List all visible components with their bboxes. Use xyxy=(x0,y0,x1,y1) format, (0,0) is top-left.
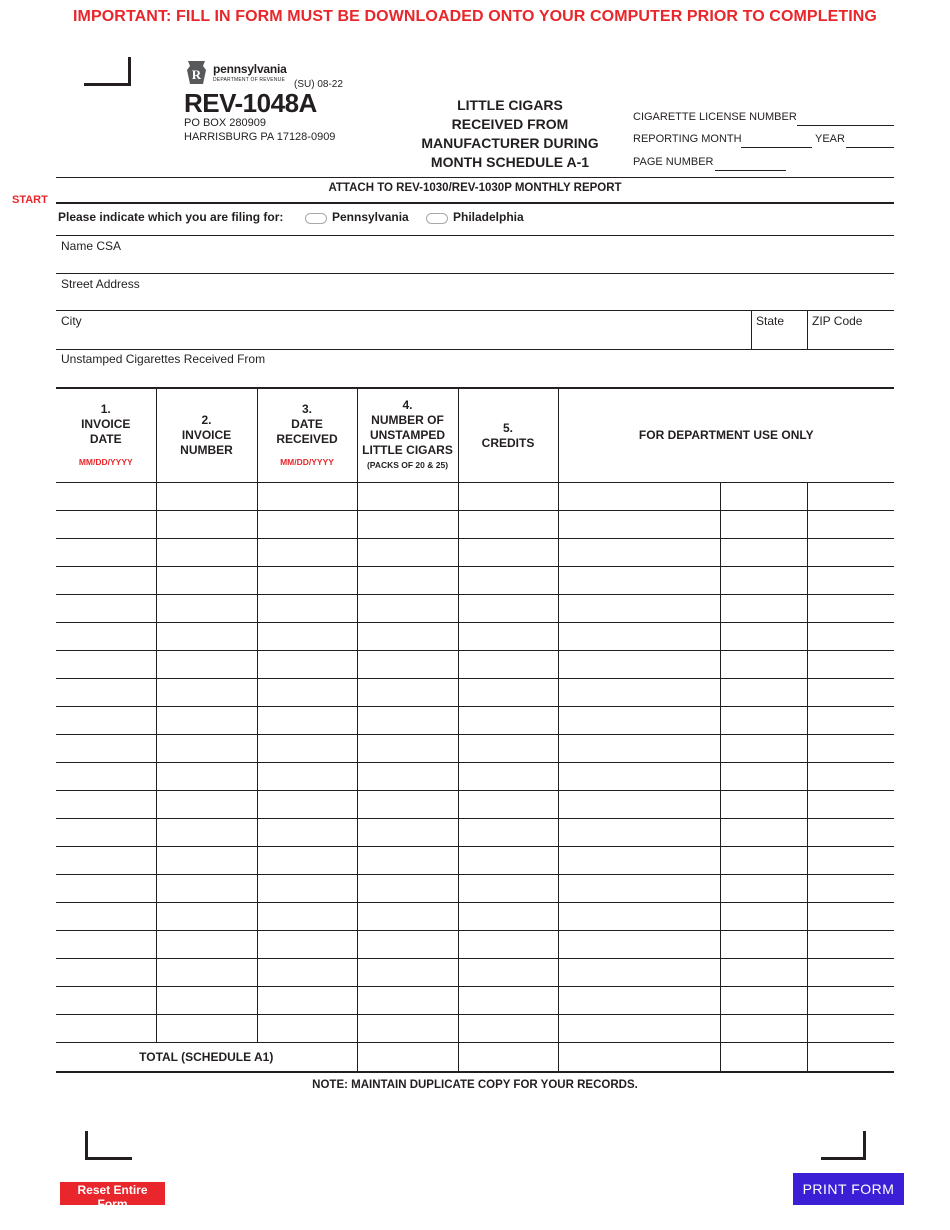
little-cigars-count-cell[interactable] xyxy=(357,1015,458,1043)
credits-cell[interactable] xyxy=(458,875,558,903)
little-cigars-count-cell[interactable] xyxy=(357,707,458,735)
year-label: YEAR xyxy=(815,133,845,145)
dept-use-cell xyxy=(558,483,720,511)
date-format-hint: MM/DD/YYYY xyxy=(78,456,133,467)
invoice-number-cell[interactable] xyxy=(156,595,257,623)
address-line-2: HARRISBURG PA 17128-0909 xyxy=(184,131,336,143)
date-received-cell[interactable] xyxy=(257,483,357,511)
credits-cell[interactable] xyxy=(458,931,558,959)
invoice-date-cell[interactable] xyxy=(56,819,156,847)
header-text: 5. xyxy=(502,420,513,435)
little-cigars-count-cell[interactable] xyxy=(357,539,458,567)
dept-use-cell xyxy=(807,819,894,847)
little-cigars-count-cell[interactable] xyxy=(357,483,458,511)
invoice-number-cell[interactable] xyxy=(156,819,257,847)
invoice-number-cell[interactable] xyxy=(156,539,257,567)
keystone-icon xyxy=(186,60,207,85)
date-received-cell[interactable] xyxy=(257,651,357,679)
dept-use-cell xyxy=(807,651,894,679)
invoice-number-cell[interactable] xyxy=(156,1015,257,1043)
invoice-date-cell[interactable] xyxy=(56,931,156,959)
name-csa-field[interactable] xyxy=(56,236,894,273)
invoice-date-cell[interactable] xyxy=(56,959,156,987)
crop-mark-bottom-right xyxy=(821,1131,866,1160)
dept-use-cell xyxy=(720,651,807,679)
header-text: CREDITS xyxy=(481,435,535,450)
crop-mark-bottom-left xyxy=(85,1131,132,1160)
total-cell xyxy=(807,1043,894,1073)
dept-use-cell xyxy=(807,987,894,1015)
little-cigars-count-cell[interactable] xyxy=(357,903,458,931)
table-row xyxy=(56,763,894,791)
page-number-field[interactable] xyxy=(715,170,786,171)
dept-use-cell xyxy=(720,707,807,735)
philadelphia-label: Philadelphia xyxy=(453,210,524,224)
dept-use-cell xyxy=(720,847,807,875)
header-text: INVOICE xyxy=(81,416,131,431)
credits-cell[interactable] xyxy=(458,847,558,875)
invoice-number-cell[interactable] xyxy=(156,511,257,539)
invoice-number-cell[interactable] xyxy=(156,651,257,679)
date-received-cell[interactable] xyxy=(257,511,357,539)
dept-use-cell xyxy=(807,623,894,651)
dept-use-cell xyxy=(807,567,894,595)
date-received-cell[interactable] xyxy=(257,931,357,959)
table-row xyxy=(56,483,894,511)
invoice-date-cell[interactable] xyxy=(56,511,156,539)
credits-cell[interactable] xyxy=(458,763,558,791)
reporting-month-field[interactable] xyxy=(741,147,812,148)
column-header-invoice-number xyxy=(156,388,257,483)
credits-cell[interactable] xyxy=(458,903,558,931)
filing-prompt: Please indicate which you are filing for: xyxy=(58,210,284,224)
zip-code-label: ZIP Code xyxy=(812,314,863,328)
table-row xyxy=(56,623,894,651)
dept-use-cell xyxy=(807,483,894,511)
date-received-cell[interactable] xyxy=(257,623,357,651)
column-header-date-received xyxy=(257,388,357,483)
date-received-cell[interactable] xyxy=(257,567,357,595)
dept-use-cell xyxy=(720,959,807,987)
invoice-date-cell[interactable] xyxy=(56,875,156,903)
header-text: DATE xyxy=(89,431,122,446)
form-version: (SU) 08-22 xyxy=(294,79,343,90)
header-text: INVOICE xyxy=(181,428,232,442)
total-row xyxy=(56,1043,894,1073)
credits-cell[interactable] xyxy=(458,679,558,707)
credits-cell[interactable] xyxy=(458,707,558,735)
table-row xyxy=(56,903,894,931)
invoice-date-cell[interactable] xyxy=(56,539,156,567)
little-cigars-count-cell[interactable] xyxy=(357,959,458,987)
agency-name: pennsylvania xyxy=(213,62,287,76)
little-cigars-count-cell[interactable] xyxy=(357,651,458,679)
dept-use-cell xyxy=(807,1015,894,1043)
date-received-cell[interactable] xyxy=(257,679,357,707)
date-received-cell[interactable] xyxy=(257,987,357,1015)
credits-cell[interactable] xyxy=(458,511,558,539)
dept-use-cell xyxy=(558,987,720,1015)
credits-cell[interactable] xyxy=(458,735,558,763)
header-text: 2. xyxy=(201,413,212,427)
invoice-number-cell[interactable] xyxy=(156,791,257,819)
dept-use-cell xyxy=(807,707,894,735)
title-line: MONTH SCHEDULE A-1 xyxy=(430,154,590,170)
svg-text:R: R xyxy=(191,67,202,82)
date-received-cell[interactable] xyxy=(257,791,357,819)
print-form-button[interactable]: PRINT FORM xyxy=(793,1173,904,1205)
street-address-field[interactable] xyxy=(56,274,894,310)
date-received-cell[interactable] xyxy=(257,735,357,763)
invoice-date-cell[interactable] xyxy=(56,763,156,791)
dept-use-cell xyxy=(720,679,807,707)
invoice-number-cell[interactable] xyxy=(156,679,257,707)
invoice-date-cell[interactable] xyxy=(56,483,156,511)
invoice-number-cell[interactable] xyxy=(156,903,257,931)
attach-instruction: ATTACH TO REV-1030/REV-1030P MONTHLY REPORT xyxy=(328,182,622,194)
invoice-date-cell[interactable] xyxy=(56,791,156,819)
dept-use-cell xyxy=(558,623,720,651)
dept-use-cell xyxy=(558,595,720,623)
table-row xyxy=(56,511,894,539)
header-text: UNSTAMPED xyxy=(369,428,446,442)
header-text: LITTLE CIGARS xyxy=(362,443,453,457)
title-line: MANUFACTURER DURING xyxy=(421,135,599,151)
dept-use-cell xyxy=(720,763,807,791)
date-received-cell[interactable] xyxy=(257,875,357,903)
table-row xyxy=(56,567,894,595)
dept-use-cell xyxy=(558,847,720,875)
license-number-field[interactable] xyxy=(797,125,894,126)
total-cell xyxy=(720,1043,807,1073)
invoice-number-cell[interactable] xyxy=(156,987,257,1015)
name-csa-label: Name CSA xyxy=(61,239,122,253)
unstamped-received-from-field[interactable] xyxy=(56,350,894,386)
credits-cell[interactable] xyxy=(458,539,558,567)
little-cigars-count-cell[interactable] xyxy=(357,987,458,1015)
total-cell[interactable] xyxy=(458,1043,558,1073)
state-field[interactable] xyxy=(752,311,806,349)
dept-use-cell xyxy=(720,819,807,847)
dept-use-cell xyxy=(558,567,720,595)
zip-code-field[interactable] xyxy=(808,311,894,349)
little-cigars-count-cell[interactable] xyxy=(357,735,458,763)
credits-cell[interactable] xyxy=(458,791,558,819)
dept-use-cell xyxy=(807,903,894,931)
invoice-number-cell[interactable] xyxy=(156,707,257,735)
invoice-number-cell[interactable] xyxy=(156,931,257,959)
divider xyxy=(56,177,894,178)
dept-use-cell xyxy=(807,539,894,567)
dept-use-cell xyxy=(720,903,807,931)
invoice-date-cell[interactable] xyxy=(56,707,156,735)
table-row xyxy=(56,875,894,903)
invoice-number-cell[interactable] xyxy=(156,567,257,595)
invoice-number-cell[interactable] xyxy=(156,847,257,875)
dept-use-cell xyxy=(807,847,894,875)
philadelphia-radio[interactable] xyxy=(426,213,448,224)
table-row xyxy=(56,679,894,707)
total-label: TOTAL (SCHEDULE A1) xyxy=(56,1043,357,1073)
credits-cell[interactable] xyxy=(458,483,558,511)
dept-use-cell xyxy=(807,595,894,623)
invoice-date-cell[interactable] xyxy=(56,595,156,623)
date-received-cell[interactable] xyxy=(257,847,357,875)
table-header-row xyxy=(56,388,894,483)
dept-use-cell xyxy=(720,595,807,623)
date-received-cell[interactable] xyxy=(257,707,357,735)
important-banner: IMPORTANT: FILL IN FORM MUST BE DOWNLOADED ONTO YOUR COMPUTER PRIOR TO COMPLETING xyxy=(73,8,877,25)
dept-use-cell xyxy=(558,819,720,847)
dept-use-cell xyxy=(807,763,894,791)
invoice-number-cell[interactable] xyxy=(156,735,257,763)
little-cigars-count-cell[interactable] xyxy=(357,791,458,819)
packs-note: (PACKS OF 20 & 25) xyxy=(366,460,449,470)
little-cigars-count-cell[interactable] xyxy=(357,623,458,651)
table-row xyxy=(56,707,894,735)
dept-use-cell xyxy=(720,987,807,1015)
form-title xyxy=(398,96,622,172)
dept-use-cell xyxy=(807,679,894,707)
title-line: RECEIVED FROM xyxy=(451,116,569,132)
table-row xyxy=(56,819,894,847)
credits-cell[interactable] xyxy=(458,987,558,1015)
street-address-label: Street Address xyxy=(61,277,140,291)
date-received-cell[interactable] xyxy=(257,903,357,931)
invoice-number-cell[interactable] xyxy=(156,763,257,791)
records-note: NOTE: MAINTAIN DUPLICATE COPY FOR YOUR RECORDS. xyxy=(312,1079,638,1091)
invoice-number-cell[interactable] xyxy=(156,959,257,987)
city-label: City xyxy=(61,314,82,328)
little-cigars-count-cell[interactable] xyxy=(357,819,458,847)
date-format-hint: MM/DD/YYYY xyxy=(280,456,334,467)
dept-use-cell xyxy=(558,959,720,987)
column-header-unstamped-little-cigars xyxy=(357,388,458,483)
date-received-cell[interactable] xyxy=(257,539,357,567)
dept-use-cell xyxy=(720,931,807,959)
divider xyxy=(56,202,894,204)
table-row xyxy=(56,791,894,819)
state-label: State xyxy=(756,314,785,328)
license-number-label: CIGARETTE LICENSE NUMBER xyxy=(633,111,797,123)
invoice-date-cell[interactable] xyxy=(56,679,156,707)
dept-use-cell xyxy=(807,875,894,903)
dept-use-cell xyxy=(558,539,720,567)
address-line-1: PO BOX 280909 xyxy=(184,117,266,129)
dept-use-cell xyxy=(558,903,720,931)
schedule-table xyxy=(56,387,894,1073)
agency-subtitle: DEPARTMENT OF REVENUE xyxy=(213,77,285,83)
reporting-month-label: REPORTING MONTH xyxy=(633,133,742,145)
credits-cell[interactable] xyxy=(458,623,558,651)
dept-use-cell xyxy=(720,539,807,567)
little-cigars-count-cell[interactable] xyxy=(357,679,458,707)
start-marker: START xyxy=(12,194,48,206)
dept-use-cell xyxy=(558,707,720,735)
header-text: DATE xyxy=(291,416,323,431)
invoice-date-cell[interactable] xyxy=(56,987,156,1015)
city-field[interactable] xyxy=(56,311,750,349)
header-text: 3. xyxy=(301,401,312,416)
pennsylvania-radio[interactable] xyxy=(305,213,327,224)
total-cell xyxy=(558,1043,720,1073)
reset-form-button[interactable]: Reset Entire Form xyxy=(60,1182,165,1205)
dept-use-cell xyxy=(720,875,807,903)
column-header-invoice-date xyxy=(56,388,156,483)
little-cigars-count-cell[interactable] xyxy=(357,763,458,791)
invoice-date-cell[interactable] xyxy=(56,567,156,595)
invoice-date-cell[interactable] xyxy=(56,735,156,763)
invoice-date-cell[interactable] xyxy=(56,847,156,875)
pennsylvania-label: Pennsylvania xyxy=(332,210,409,224)
table-row xyxy=(56,987,894,1015)
dept-use-cell xyxy=(720,511,807,539)
dept-use-cell xyxy=(807,931,894,959)
column-header-department-use: FOR DEPARTMENT USE ONLY xyxy=(558,388,894,483)
invoice-date-cell[interactable] xyxy=(56,623,156,651)
dept-use-cell xyxy=(807,511,894,539)
table-row xyxy=(56,959,894,987)
little-cigars-count-cell[interactable] xyxy=(357,847,458,875)
credits-cell[interactable] xyxy=(458,595,558,623)
dept-use-cell xyxy=(720,483,807,511)
total-cell[interactable] xyxy=(357,1043,458,1073)
table-row xyxy=(56,1015,894,1043)
page-number-label: PAGE NUMBER xyxy=(633,156,714,168)
little-cigars-count-cell[interactable] xyxy=(357,511,458,539)
dept-use-cell xyxy=(558,679,720,707)
header-text: RECEIVED xyxy=(276,431,338,446)
table-row xyxy=(56,847,894,875)
dept-use-cell xyxy=(558,1015,720,1043)
date-received-cell[interactable] xyxy=(257,595,357,623)
unstamped-received-from-label: Unstamped Cigarettes Received From xyxy=(61,352,266,366)
little-cigars-count-cell[interactable] xyxy=(357,567,458,595)
invoice-number-cell[interactable] xyxy=(156,623,257,651)
header-text: NUMBER OF xyxy=(371,413,444,427)
dept-use-cell xyxy=(807,735,894,763)
invoice-date-cell[interactable] xyxy=(56,903,156,931)
dept-use-cell xyxy=(720,1015,807,1043)
date-received-cell[interactable] xyxy=(257,763,357,791)
dept-use-cell xyxy=(558,511,720,539)
form-number: REV-1048A xyxy=(184,88,317,118)
dept-use-cell xyxy=(720,623,807,651)
credits-cell[interactable] xyxy=(458,1015,558,1043)
date-received-cell[interactable] xyxy=(257,819,357,847)
little-cigars-count-cell[interactable] xyxy=(357,595,458,623)
dept-use-cell xyxy=(558,791,720,819)
dept-use-cell xyxy=(558,735,720,763)
credits-cell[interactable] xyxy=(458,959,558,987)
dept-use-cell xyxy=(558,875,720,903)
dept-use-cell xyxy=(720,791,807,819)
header-text: NUMBER xyxy=(180,443,233,457)
date-received-cell[interactable] xyxy=(257,959,357,987)
invoice-number-cell[interactable] xyxy=(156,875,257,903)
dept-use-cell xyxy=(720,567,807,595)
column-header-credits xyxy=(458,388,558,483)
pa-revenue-logo xyxy=(186,60,296,86)
header-text: 1. xyxy=(100,401,111,416)
dept-use-cell xyxy=(807,959,894,987)
dept-use-cell xyxy=(558,763,720,791)
little-cigars-count-cell[interactable] xyxy=(357,931,458,959)
table-row xyxy=(56,539,894,567)
credits-cell[interactable] xyxy=(458,651,558,679)
little-cigars-count-cell[interactable] xyxy=(357,875,458,903)
dept-use-cell xyxy=(558,931,720,959)
title-line: LITTLE CIGARS xyxy=(457,97,563,113)
table-row xyxy=(56,651,894,679)
credits-cell[interactable] xyxy=(458,819,558,847)
credits-cell[interactable] xyxy=(458,567,558,595)
crop-mark-top-left xyxy=(84,57,131,86)
table-row xyxy=(56,595,894,623)
header-text: 4. xyxy=(402,398,413,412)
dept-use-cell xyxy=(720,735,807,763)
table-row xyxy=(56,735,894,763)
invoice-date-cell[interactable] xyxy=(56,1015,156,1043)
year-field[interactable] xyxy=(846,147,894,148)
table-row xyxy=(56,931,894,959)
dept-use-cell xyxy=(558,651,720,679)
invoice-date-cell[interactable] xyxy=(56,651,156,679)
dept-use-cell xyxy=(807,791,894,819)
invoice-number-cell[interactable] xyxy=(156,483,257,511)
date-received-cell[interactable] xyxy=(257,1015,357,1043)
